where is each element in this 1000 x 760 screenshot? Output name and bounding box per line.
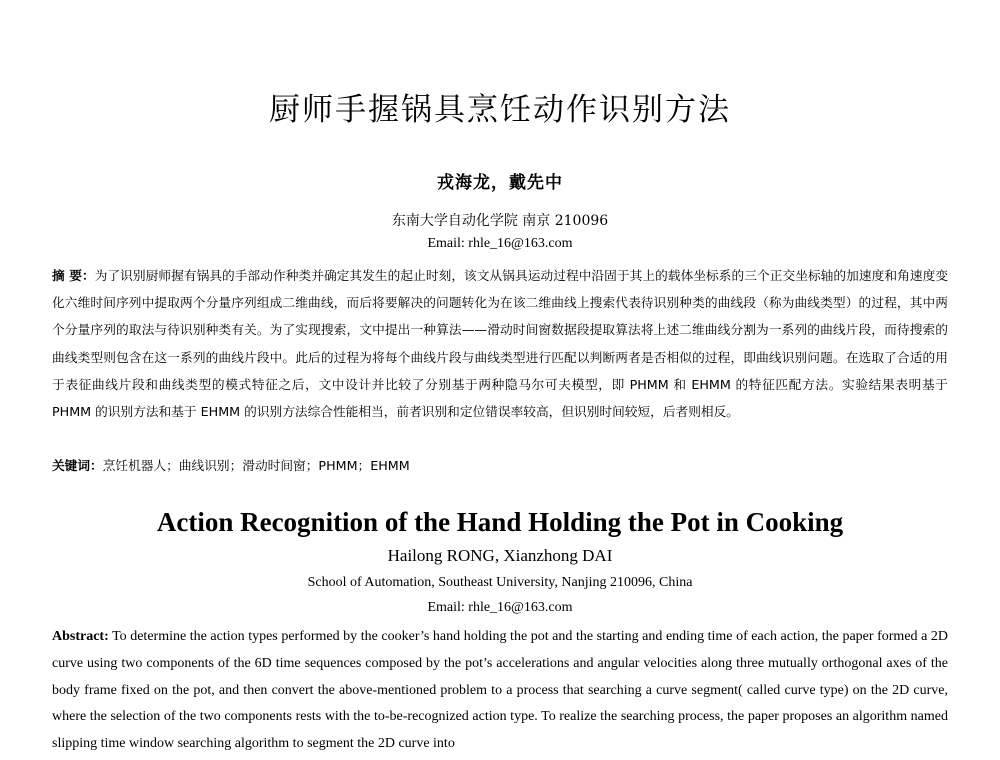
chinese-keywords-text: 烹饪机器人；曲线识别；滑动时间窗；PHMM；EHMM (102, 458, 410, 473)
english-affiliation: School of Automation, Southeast University, Nanjing 210096, China (307, 575, 693, 590)
chinese-affiliation: 东南大学自动化学院 南京 210096 (391, 213, 609, 229)
chinese-abstract-label: 摘 要： (52, 268, 95, 283)
english-abstract (52, 624, 948, 758)
chinese-abstract-text: 为了识别厨师握有锅具的手部动作种类并确定其发生的起止时刻，该文从锅具运动过程中沿固于其上的载体坐标系的三个正交坐标轴的加速度和角速度变化六维时间序列中提取两个分量序列组成二维曲线，而后将要解决的问题转化为在该二维曲线上搜索代表待识别种类的曲线段（称为曲线类型）的过程，其中两个分量序列的取法与待识别种类有关。为了实现搜索，文中提出一种算法——滑动时间窗数据段提取算法将上述二维曲线分割为一系列的曲线片段，而待搜索的曲线类型则包含在这一系列的曲线片段中。此后的过程为将每个曲线片段与曲线类型进行匹配以判断两者是否相似的过程，即曲线识别问题。在选取了合适的用于表征曲线片段和曲线类型的模式特征之后，文中设计并比较了分别基于两种隐马尔可夫模型，即 PHMM 和 EHMM 的特征匹配方法。实验结果表明基于 PHMM 的识别方法和基于 EHMM 的识别方法综合性能相当，前者识别和定位错误率较高，但识别时间较短，后者则相反。 (52, 268, 949, 420)
english-abstract-text: To determine the action types performed by the cooker’s hand holding the pot and the starting and ending time of each action, the paper formed a 2D curve using two components of the 6D time sequences composed by the pot’s accelerations and angular velocities along three mutually orthogonal axes of the body frame fixed on the pot, and then convert the above-mentioned problem to a process that searching a curve segment( called curve type) on the 2D curve, where the selection of the two components rests with the to-be-recognized action type. To realize the searching process, the paper proposes an algorithm named slipping time window searching algorithm to segment the 2D curve into (52, 629, 948, 752)
english-authors: Hailong RONG, Xianzhong DAI (387, 546, 613, 565)
english-title: Action Recognition of the Hand Holding the Pot in Cooking (156, 507, 844, 537)
chinese-abstract (52, 262, 948, 425)
chinese-keywords-label: 关键词： (52, 458, 103, 473)
english-email: Email: rhle_16@163.com (427, 600, 573, 615)
chinese-authors: 戎海龙，戴先中 (437, 173, 563, 193)
chinese-title: 厨师手握锅具烹饪动作识别方法 (269, 92, 731, 128)
chinese-email: Email: rhle_16@163.com (427, 236, 573, 251)
chinese-keywords (52, 453, 948, 479)
english-abstract-label: Abstract: (52, 629, 109, 644)
